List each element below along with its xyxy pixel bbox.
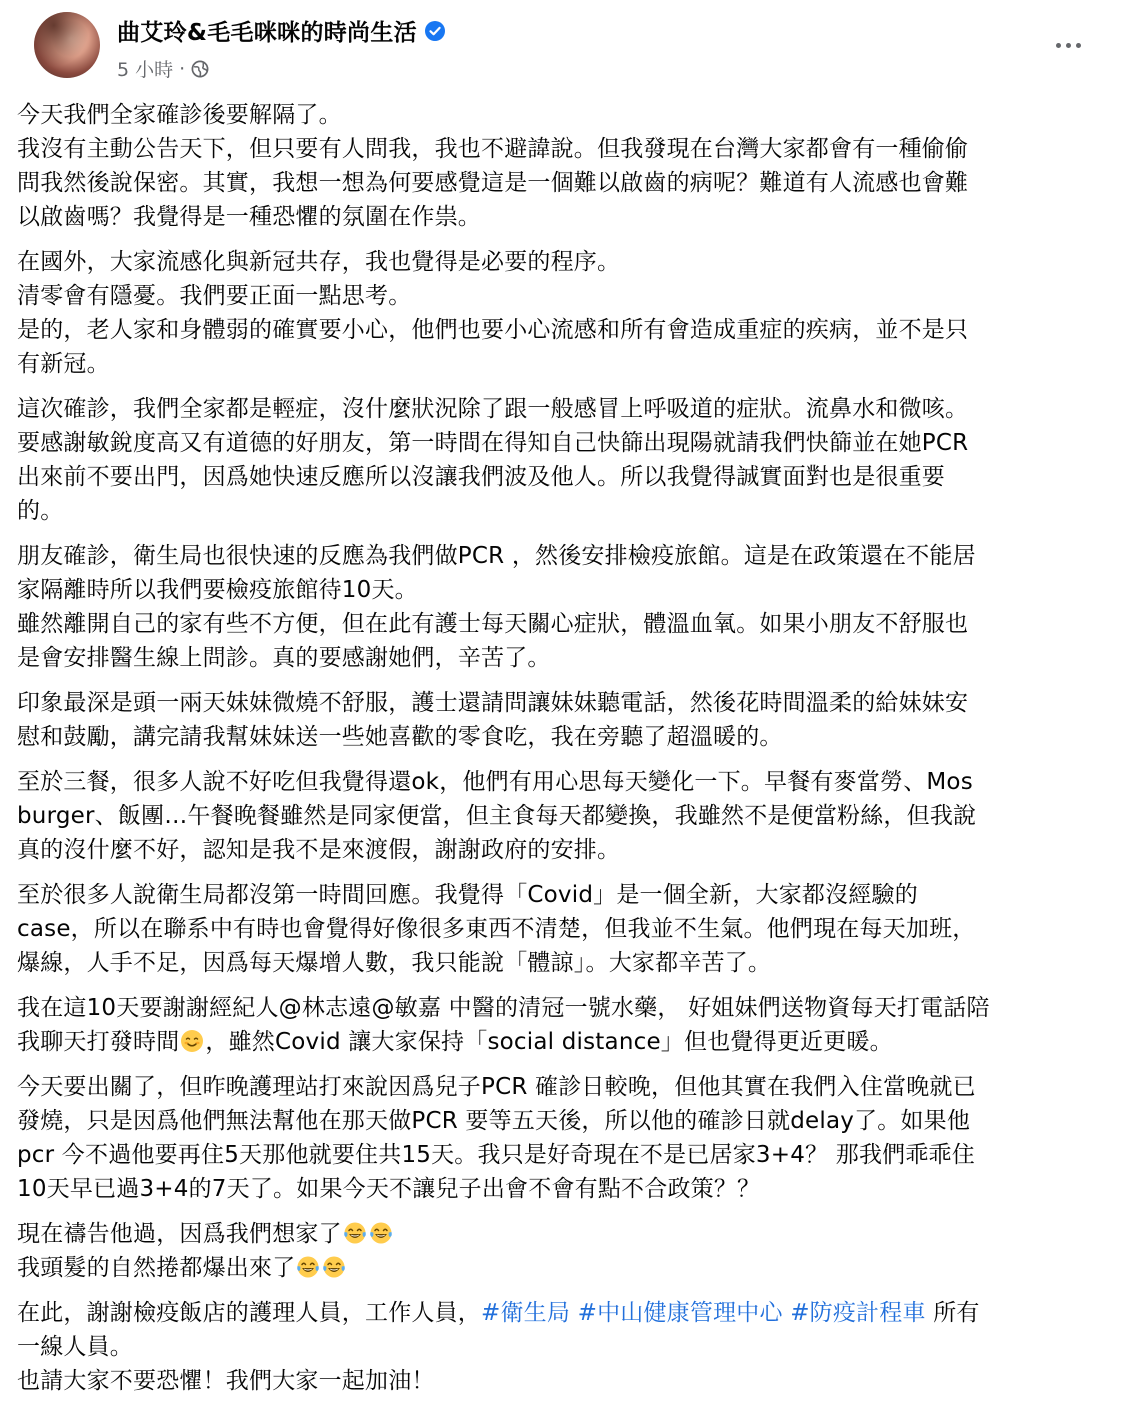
text-line: 清零會有隱憂。我們要正面一點思考。 <box>17 283 412 309</box>
text-line: pcr 今不過他要再住5天那他就要住共15天。我只是好奇現在不是已居家3+4？ 那我們乖乖住 <box>17 1142 975 1168</box>
text-line: 雖然離開自己的家有些不方便，但在此有護士每天關心症狀，體溫血氧。如果小朋友不舒服也 <box>17 611 969 637</box>
tears-of-joy-icon <box>322 1255 346 1279</box>
hashtag-link-zhongshan-center[interactable]: #中山健康管理中心 <box>577 1300 783 1326</box>
tears-of-joy-icon <box>369 1221 393 1245</box>
text-line: 至於很多人說衛生局都沒第一時間回應。我覺得「Covid」是一個全新，大家都沒經驗的 <box>17 882 918 908</box>
text-line: 是會安排醫生線上問診。真的要感謝她們，辛苦了。 <box>17 645 551 671</box>
text-line <box>17 1217 1112 1251</box>
text-line: 出來前不要出門，因爲她快速反應所以沒讓我們波及他人。所以我覺得誠實面對也是很重要 <box>17 464 945 490</box>
post-paragraph <box>17 539 1112 675</box>
author-name: 曲艾玲&毛毛咪咪的時尚生活 <box>117 20 417 46</box>
text-fragment: ，雖然Covid 讓大家保持「social distance」但也覺得更近更暖。 <box>205 1029 893 1055</box>
post-paragraph <box>17 878 1112 980</box>
author-name-link[interactable] <box>117 14 445 47</box>
post-paragraph-closing <box>17 1296 1112 1398</box>
text-line <box>17 1296 1112 1330</box>
post-paragraph-thanks <box>17 991 1112 1059</box>
post-paragraph <box>17 98 1112 234</box>
text-line: 這次確診，我們全家都是輕症，沒什麼狀況除了跟一般感冒上呼吸道的症狀。流鼻水和微咳。 <box>17 396 969 422</box>
avatar-photo <box>34 12 100 78</box>
post-meta <box>117 55 209 82</box>
tears-of-joy-icon <box>343 1221 367 1245</box>
text-line <box>17 1025 1112 1059</box>
text-line: 以啟齒嗎？我覺得是一種恐懼的氛圍在作祟。 <box>17 204 481 230</box>
text-fragment: 我頭髮的自然捲都爆出來了 <box>17 1255 296 1281</box>
more-options-icon[interactable] <box>1050 30 1086 60</box>
post-paragraph <box>17 392 1112 528</box>
text-fragment: 在此，謝謝檢疫飯店的護理人員，工作人員， <box>17 1300 481 1326</box>
text-line: 今天要出關了，但昨晚護理站打來說因爲兒子PCR 確診日較晚，但他其實在我們入住當晚就已 <box>17 1074 976 1100</box>
post-body <box>17 98 1112 1409</box>
post-timestamp[interactable]: 5 小時 <box>117 59 174 81</box>
post-paragraph-prayer <box>17 1217 1112 1285</box>
hashtag-link-health-bureau[interactable]: #衛生局 <box>481 1300 571 1326</box>
text-line: 問我然後說保密。其實，我想一想為何要感覺這是一個難以啟齒的病呢？難道有人流感也會難 <box>17 170 969 196</box>
text-line: 一線人員。 <box>17 1334 133 1360</box>
text-line: 的。 <box>17 498 64 524</box>
text-line: 在國外，大家流感化與新冠共存，我也覺得是必要的程序。 <box>17 249 621 275</box>
text-line: 有新冠。 <box>17 351 110 377</box>
text-line: 我沒有主動公告天下，但只要有人問我，我也不避諱說。但我發現在台灣大家都會有一種偷偷 <box>17 136 969 162</box>
author-avatar[interactable] <box>34 12 100 78</box>
text-line: 也請大家不要恐懼！我們大家一起加油！ <box>17 1368 435 1394</box>
text-fragment: 現在禱告他過，因爲我們想家了 <box>17 1221 342 1247</box>
smiling-face-icon <box>180 1029 204 1053</box>
post-paragraph-release <box>17 1070 1112 1206</box>
post-paragraphs <box>17 98 1112 980</box>
text-line: 朋友確診，衛生局也很快速的反應為我們做PCR ，然後安排檢疫旅館。這是在政策還在不能居 <box>17 543 976 569</box>
text-line: 10天早已過3+4的7天了。如果今天不讓兒子出會不會有點不合政策？？ <box>17 1176 761 1202</box>
tears-of-joy-icon <box>296 1255 320 1279</box>
text-line: 真的沒什麼不好，認知是我不是來渡假，謝謝政府的安排。 <box>17 837 621 863</box>
text-line: 慰和鼓勵，講完請我幫妹妹送一些她喜歡的零食吃，我在旁聽了超溫暖的。 <box>17 724 783 750</box>
text-line <box>17 1251 1112 1285</box>
text-line: 發燒，只是因爲他們無法幫他在那天做PCR 要等五天後，所以他的確診日就delay了。如果他 <box>17 1108 971 1134</box>
text-line: 至於三餐，很多人說不好吃但我覺得還ok，他們有用心思每天變化一下。早餐有麥當勞、Mos <box>17 769 973 795</box>
text-line: 是的，老人家和身體弱的確實要小心，他們也要小心流感和所有會造成重症的疾病，並不是只 <box>17 317 969 343</box>
meta-separator: · <box>179 57 186 80</box>
hashtag-link-quarantine-taxi[interactable]: #防疫計程車 <box>790 1300 926 1326</box>
text-line: 今天我們全家確診後要解隔了。 <box>17 102 342 128</box>
verified-badge-icon <box>425 21 445 41</box>
text-line: 我在這10天要謝謝經紀人@林志遠@敏嘉 中醫的清冠一號水藥， 好姐妹們送物資每天打電話陪 <box>17 995 990 1021</box>
post-paragraph <box>17 686 1112 754</box>
text-fragment: 我聊天打發時間 <box>17 1029 180 1055</box>
post-header <box>17 0 1108 92</box>
text-line: 印象最深是頭一兩天妹妹微燒不舒服，護士還請問讓妹妹聽電話，然後花時間溫柔的給妹妹安 <box>17 690 969 716</box>
post-paragraph <box>17 245 1112 381</box>
text-line: burger、飯團…午餐晚餐雖然是同家便當，但主食每天都變換，我雖然不是便當粉絲，但我說 <box>17 803 977 829</box>
text-line: 家隔離時所以我們要檢疫旅館待10天。 <box>17 577 418 603</box>
text-line: 要感謝敏銳度高又有道德的好朋友，第一時間在得知自己快篩出現陽就請我們快篩並在她PCR <box>17 430 969 456</box>
text-line: 爆線，人手不足，因爲每天爆增人數，我只能說「體諒」。大家都辛苦了。 <box>17 950 772 976</box>
text-fragment: 所有 <box>933 1300 980 1326</box>
post-paragraph <box>17 765 1112 867</box>
text-line: case，所以在聯系中有時也會覺得好像很多東西不清楚，但我並不生氣。他們現在每天加班， <box>17 916 976 942</box>
globe-icon[interactable] <box>191 60 209 78</box>
